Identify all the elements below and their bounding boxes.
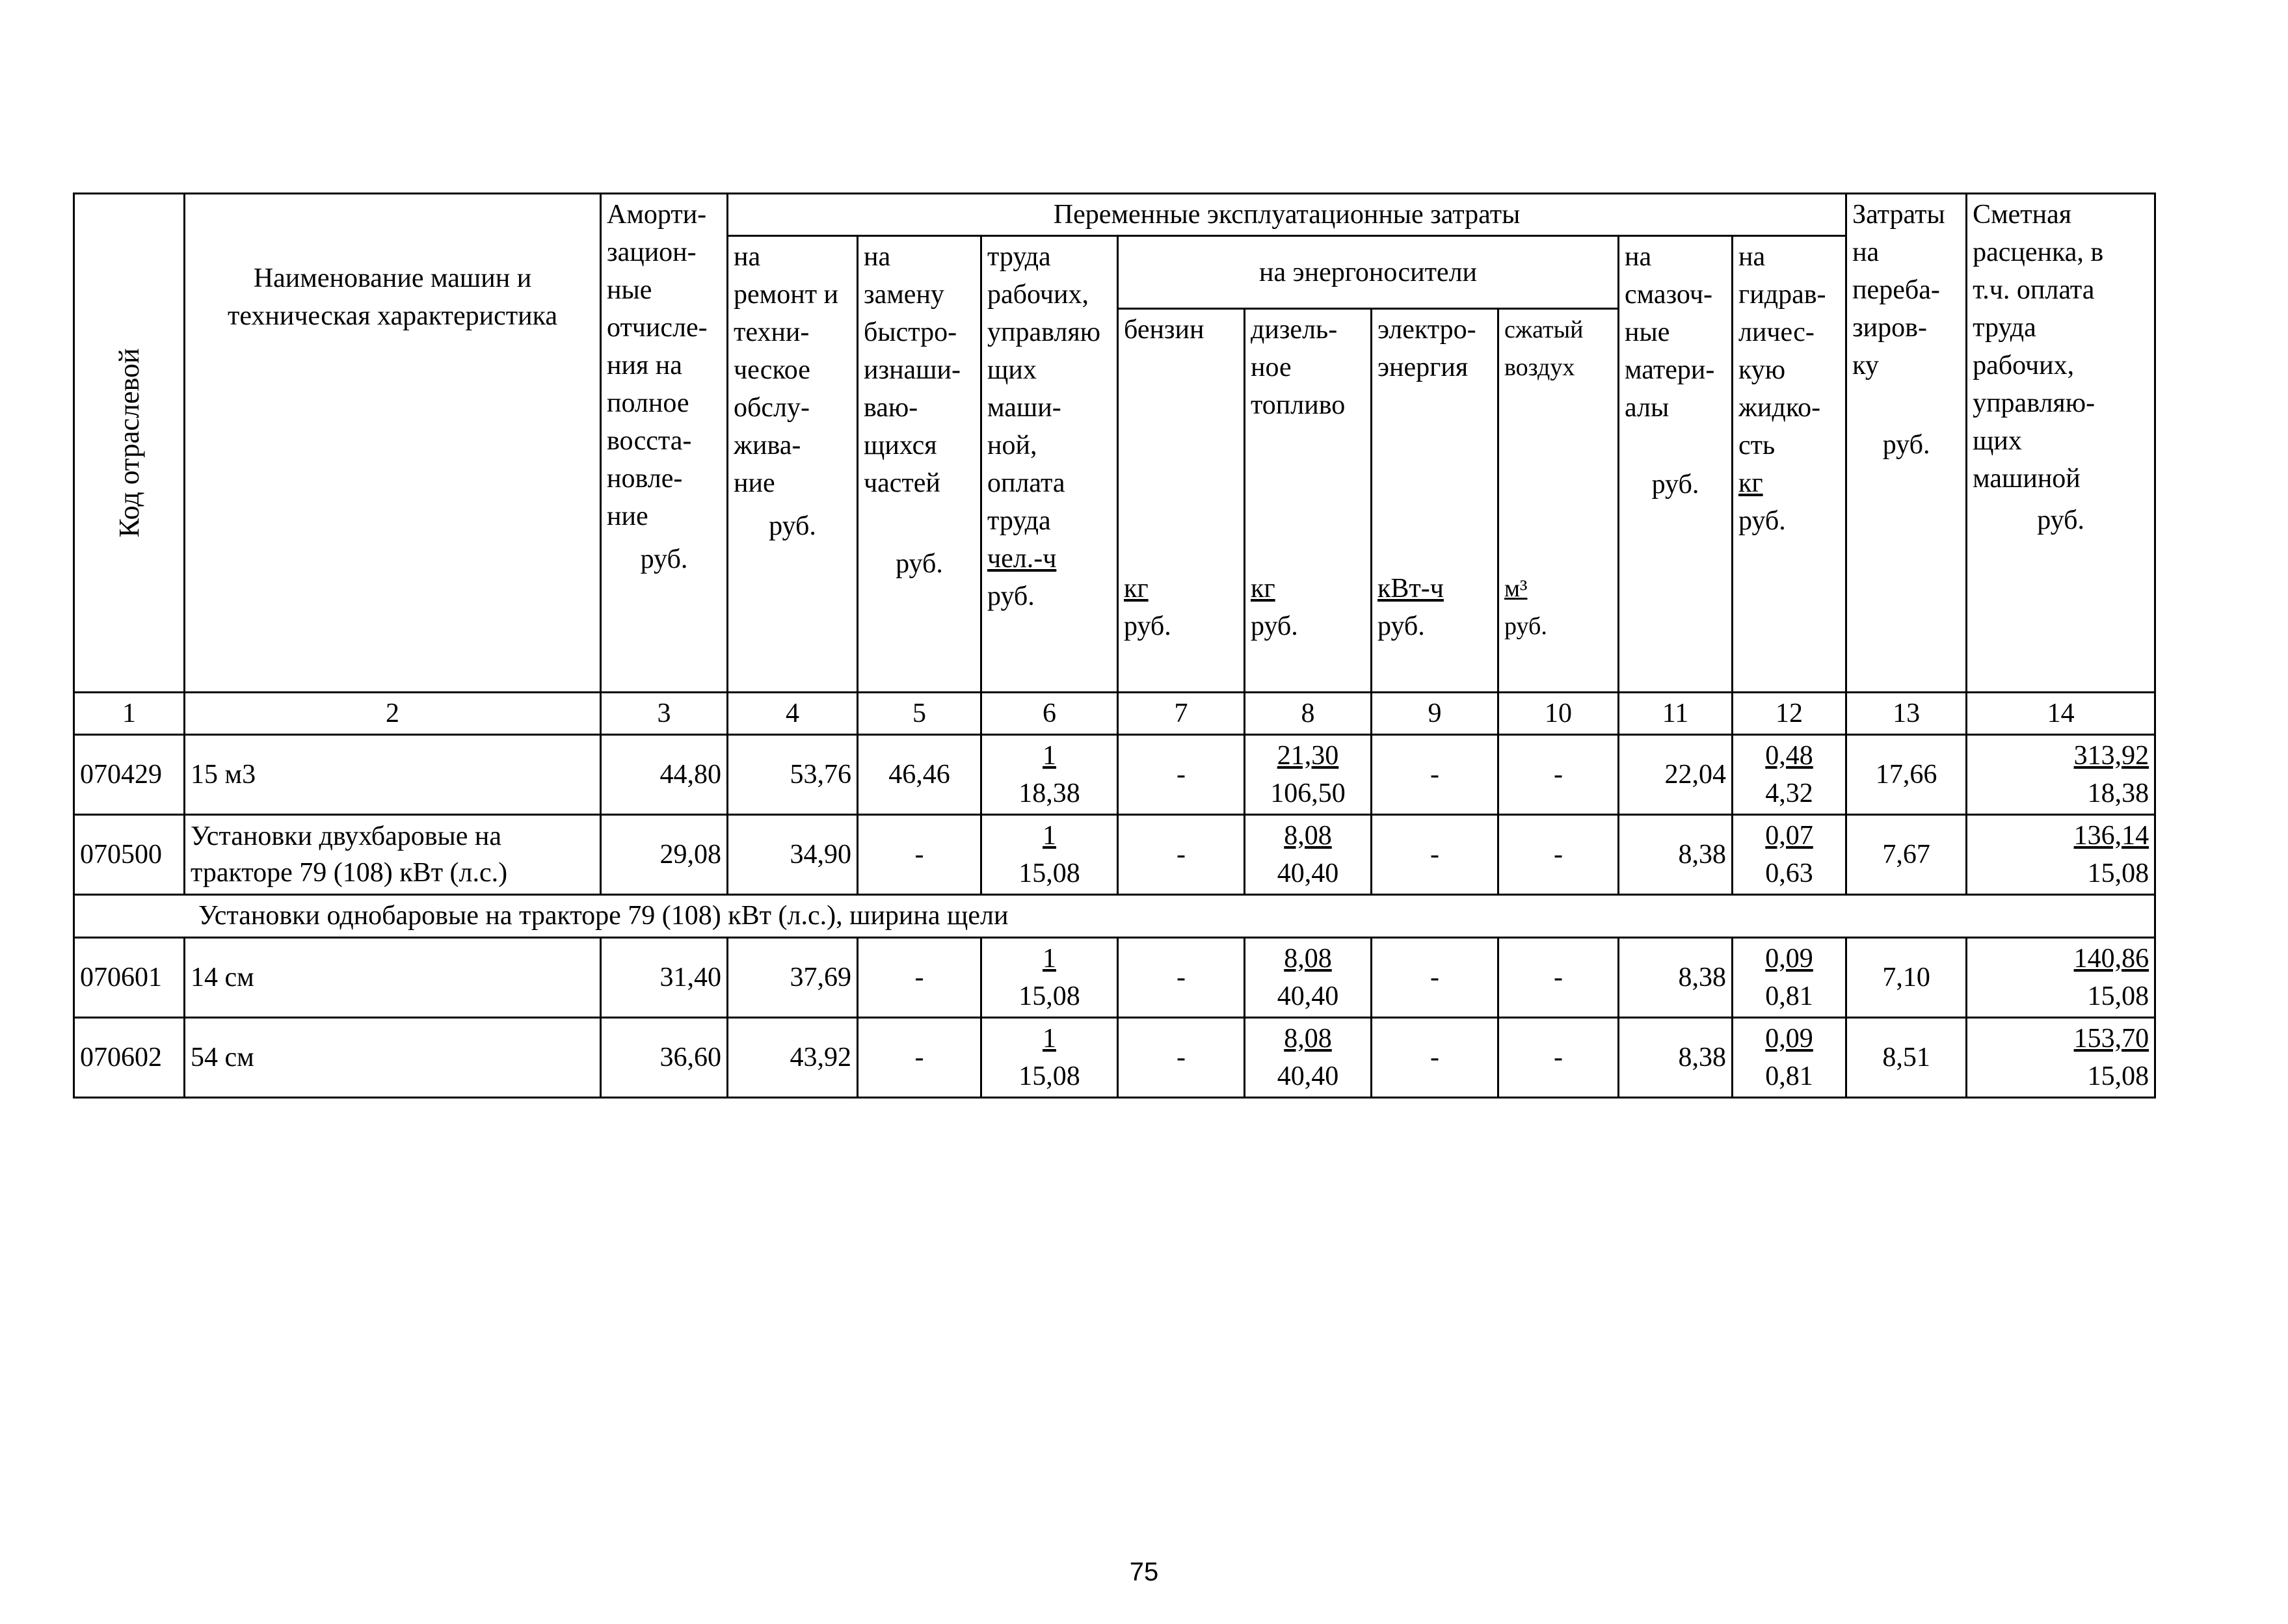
cell-replace: - [858, 1018, 981, 1098]
cell-labor-top: 1 [1043, 741, 1056, 771]
hydro-unit-top: кг [1738, 468, 1763, 498]
labor-unit-bottom: руб. [987, 581, 1035, 611]
cell-petrol: - [1118, 938, 1245, 1018]
header-lube [1619, 236, 1733, 693]
group-title: Установки однобаровые на тракторе 79 (108) кВт (л.с.), ширина щели [74, 895, 2155, 938]
electric-line: электро- [1377, 315, 1476, 345]
header-relocation [1846, 194, 1967, 693]
air-line: сжатый [1504, 316, 1584, 343]
estimate-lines [1973, 196, 2149, 498]
estimate-line: рабочих, [1973, 351, 2075, 380]
labor-line: управляю [987, 317, 1101, 347]
cell-repair: 43,92 [728, 1018, 858, 1098]
cell-estimate-bottom: 18,38 [2087, 779, 2149, 808]
estimate-line: т.ч. оплата [1973, 275, 2095, 305]
repair-line: ремонт и [734, 280, 839, 310]
amort-line: новле- [607, 464, 683, 494]
header-hydro [1733, 236, 1846, 693]
electric-unit-top: кВт-ч [1377, 574, 1444, 604]
cell-name: 54 см [185, 1018, 601, 1098]
cell-estimate-top: 313,92 [2073, 741, 2149, 771]
cell-air: - [1498, 735, 1619, 815]
repair-line: на [734, 242, 761, 272]
cell-estimate [1967, 815, 2155, 895]
labor-lines [987, 238, 1111, 540]
cell-code: 070429 [74, 735, 185, 815]
header-name: Наименование машин и техническая характеристика [185, 194, 601, 693]
column-numbers-row [74, 693, 2155, 735]
cell-diesel-bottom: 106,50 [1270, 779, 1346, 808]
lube-line: алы [1625, 393, 1669, 423]
hydro-lines [1738, 238, 1840, 464]
replace-unit: руб. [896, 549, 943, 579]
cell-repair: 37,69 [728, 938, 858, 1018]
cell-lube: 8,38 [1619, 1018, 1733, 1098]
column-number-6: 6 [981, 693, 1118, 735]
petrol-unit-top: кг [1124, 574, 1149, 604]
cell-replace: - [858, 815, 981, 895]
cell-electric: - [1372, 815, 1498, 895]
electric-lines [1377, 311, 1492, 386]
cell-labor-top: 1 [1043, 944, 1056, 974]
cell-labor [981, 1018, 1118, 1098]
cell-estimate-top: 140,86 [2073, 944, 2149, 974]
repair-line: ние [734, 468, 775, 498]
cell-diesel [1245, 1018, 1372, 1098]
labor-line: труда [987, 506, 1051, 536]
cell-electric: - [1372, 938, 1498, 1018]
column-number-4: 4 [728, 693, 858, 735]
cell-replace: 46,46 [858, 735, 981, 815]
diesel-unit-bottom: руб. [1251, 611, 1298, 641]
cell-hydro [1733, 815, 1846, 895]
cell-amortization: 36,60 [601, 1018, 728, 1098]
replace-line: ваю- [864, 393, 918, 423]
column-number-1: 1 [74, 693, 185, 735]
cell-labor-bottom: 15,08 [1018, 1061, 1080, 1091]
repair-line: жива- [734, 431, 801, 460]
diesel-line: ное [1251, 353, 1292, 382]
labor-unit-top: чел.-ч [987, 544, 1057, 574]
lube-line: матери- [1625, 355, 1715, 385]
relocation-line: зиров- [1852, 313, 1927, 343]
table-row [74, 815, 2155, 895]
amort-line: ние [607, 501, 648, 531]
amort-line: отчисле- [607, 313, 708, 343]
table-body [74, 735, 2155, 1098]
column-number-11: 11 [1619, 693, 1733, 735]
air-unit-top: м³ [1504, 575, 1528, 602]
estimate-unit: руб. [2037, 505, 2084, 535]
amort-line: восста- [607, 426, 692, 456]
header-diesel [1245, 309, 1372, 693]
cell-petrol: - [1118, 815, 1245, 895]
cell-labor-top: 1 [1043, 1024, 1056, 1054]
header-repair [728, 236, 858, 693]
labor-line: оплата [987, 468, 1065, 498]
cell-estimate-bottom: 15,08 [2087, 981, 2149, 1011]
replace-line: частей [864, 468, 940, 498]
diesel-lines [1251, 311, 1365, 424]
amort-lines [607, 196, 721, 535]
hydro-unit-bottom: руб. [1738, 506, 1786, 536]
relocation-unit: руб. [1882, 430, 1930, 460]
cell-code: 070602 [74, 1018, 185, 1098]
table-row [74, 938, 2155, 1018]
cell-labor-top: 1 [1043, 821, 1056, 851]
amort-line: ния на [607, 351, 682, 380]
hydro-line: на [1738, 242, 1766, 272]
cell-lube: 22,04 [1619, 735, 1733, 815]
cell-petrol: - [1118, 1018, 1245, 1098]
repair-line: обслу- [734, 393, 810, 423]
relocation-lines [1852, 196, 1960, 384]
cell-labor-bottom: 15,08 [1018, 859, 1080, 888]
column-number-5: 5 [858, 693, 981, 735]
estimate-line: Сметная [1973, 200, 2072, 230]
cell-amortization: 29,08 [601, 815, 728, 895]
cell-diesel-top: 8,08 [1284, 944, 1332, 974]
labor-line: щих [987, 355, 1037, 385]
replace-line: щихся [864, 431, 937, 460]
estimate-line: управляю- [1973, 388, 2095, 418]
cell-name: Установки двухбаровые на тракторе 79 (108) кВт (л.с.) [185, 815, 601, 895]
cell-code: 070601 [74, 938, 185, 1018]
relocation-line: Затраты [1852, 200, 1945, 230]
lube-line: смазоч- [1625, 280, 1712, 310]
cell-estimate-bottom: 15,08 [2087, 859, 2149, 888]
hydro-line: личес- [1738, 317, 1815, 347]
cell-hydro-top: 0,09 [1765, 1024, 1813, 1054]
amort-line: Аморти- [607, 200, 707, 230]
cell-hydro-top: 0,09 [1765, 944, 1813, 974]
cell-name: 15 м3 [185, 735, 601, 815]
repair-unit: руб. [769, 511, 816, 541]
column-number-8: 8 [1245, 693, 1372, 735]
cell-electric: - [1372, 735, 1498, 815]
cell-hydro [1733, 1018, 1846, 1098]
column-number-13: 13 [1846, 693, 1967, 735]
amort-line: зацион- [607, 237, 697, 267]
cell-repair: 53,76 [728, 735, 858, 815]
cell-estimate [1967, 938, 2155, 1018]
column-number-7: 7 [1118, 693, 1245, 735]
cell-estimate [1967, 735, 2155, 815]
cell-diesel-top: 8,08 [1284, 821, 1332, 851]
electric-line: энергия [1377, 353, 1469, 382]
amort-unit: руб. [640, 544, 688, 574]
cell-air: - [1498, 938, 1619, 1018]
electric-unit-bottom: руб. [1377, 611, 1425, 641]
relocation-line: переба- [1852, 275, 1940, 305]
cell-lube: 8,38 [1619, 938, 1733, 1018]
replace-lines [864, 238, 975, 502]
cell-name: 14 см [185, 938, 601, 1018]
cell-diesel [1245, 815, 1372, 895]
page-number: 75 [1129, 1558, 1159, 1586]
column-number-10: 10 [1498, 693, 1619, 735]
column-number-9: 9 [1372, 693, 1498, 735]
cell-hydro-top: 0,48 [1765, 741, 1813, 771]
lube-line: на [1625, 242, 1652, 272]
cell-amortization: 31,40 [601, 938, 728, 1018]
estimate-line: щих [1973, 426, 2022, 456]
header-petrol [1118, 309, 1245, 693]
header-estimate [1967, 194, 2155, 693]
diesel-unit-top: кг [1251, 574, 1275, 604]
amort-line: полное [607, 388, 689, 418]
repair-line: техни- [734, 317, 810, 347]
estimate-line: труда [1973, 313, 2036, 343]
air-unit-bottom: руб. [1504, 613, 1547, 640]
replace-line: быстро- [864, 317, 957, 347]
cell-estimate-top: 136,14 [2073, 821, 2149, 851]
replace-line: на [864, 242, 891, 272]
lube-unit: руб. [1651, 470, 1699, 499]
cell-electric: - [1372, 1018, 1498, 1098]
header-variable-costs: Переменные эксплуатационные затраты [728, 194, 1846, 236]
lube-lines [1625, 238, 1726, 427]
hydro-line: гидрав- [1738, 280, 1826, 310]
header-amortization [601, 194, 728, 693]
cell-code: 070500 [74, 815, 185, 895]
cell-hydro-bottom: 0,81 [1765, 1061, 1813, 1091]
column-number-2: 2 [185, 693, 601, 735]
cell-petrol: - [1118, 735, 1245, 815]
cell-diesel [1245, 938, 1372, 1018]
hydro-line: жидко- [1738, 393, 1821, 423]
column-number-14: 14 [1967, 693, 2155, 735]
cell-hydro-bottom: 4,32 [1765, 779, 1813, 808]
cell-diesel-bottom: 40,40 [1277, 1061, 1339, 1091]
cell-lube: 8,38 [1619, 815, 1733, 895]
header-electric [1372, 309, 1498, 693]
labor-line: труда [987, 242, 1051, 272]
diesel-line: топливо [1251, 390, 1346, 420]
cell-air: - [1498, 815, 1619, 895]
hydro-line: сть [1738, 431, 1776, 460]
labor-line: маши- [987, 393, 1061, 423]
diesel-line: дизель- [1251, 315, 1338, 345]
cell-hydro-top: 0,07 [1765, 821, 1813, 851]
relocation-line: ку [1852, 351, 1879, 380]
petrol-label: бензин [1124, 315, 1204, 345]
cell-hydro [1733, 735, 1846, 815]
repair-line: ческое [734, 355, 810, 385]
machine-cost-table [73, 193, 2156, 1098]
cell-amortization: 44,80 [601, 735, 728, 815]
petrol-unit-bottom: руб. [1124, 611, 1171, 641]
column-number-3: 3 [601, 693, 728, 735]
air-lines [1504, 311, 1612, 386]
cell-relocation: 17,66 [1846, 735, 1967, 815]
lube-line: ные [1625, 317, 1670, 347]
cell-air: - [1498, 1018, 1619, 1098]
labor-line: рабочих, [987, 280, 1089, 310]
cell-diesel-top: 8,08 [1284, 1024, 1332, 1054]
relocation-line: на [1852, 237, 1880, 267]
cell-estimate-top: 153,70 [2073, 1024, 2149, 1054]
cell-relocation: 8,51 [1846, 1018, 1967, 1098]
cell-hydro [1733, 938, 1846, 1018]
estimate-line: расценка, в [1973, 237, 2104, 267]
header-energy: на энергоносители [1118, 236, 1619, 309]
cell-labor [981, 815, 1118, 895]
table-row [74, 1018, 2155, 1098]
labor-line: ной, [987, 431, 1037, 460]
cell-replace: - [858, 938, 981, 1018]
column-number-12: 12 [1733, 693, 1846, 735]
group-title-row [74, 895, 2155, 938]
table-row [74, 735, 2155, 815]
cell-labor [981, 938, 1118, 1018]
cell-labor-bottom: 15,08 [1018, 981, 1080, 1011]
cell-relocation: 7,10 [1846, 938, 1967, 1018]
hydro-line: кую [1738, 355, 1786, 385]
cell-labor-bottom: 18,38 [1018, 779, 1080, 808]
cell-diesel-bottom: 40,40 [1277, 981, 1339, 1011]
header-code: Код отраслевой [74, 194, 185, 693]
header-labor [981, 236, 1118, 693]
cell-hydro-bottom: 0,63 [1765, 859, 1813, 888]
cell-labor [981, 735, 1118, 815]
replace-line: изнаши- [864, 355, 961, 385]
cell-estimate [1967, 1018, 2155, 1098]
header-replace [858, 236, 981, 693]
amort-line: ные [607, 275, 652, 305]
header-air [1498, 309, 1619, 693]
air-line: воздух [1504, 354, 1575, 381]
cell-diesel-top: 21,30 [1277, 741, 1339, 771]
cell-estimate-bottom: 15,08 [2087, 1061, 2149, 1091]
cell-repair: 34,90 [728, 815, 858, 895]
cell-diesel-bottom: 40,40 [1277, 859, 1339, 888]
replace-line: замену [864, 280, 944, 310]
repair-lines [734, 238, 851, 502]
cell-diesel [1245, 735, 1372, 815]
estimate-line: машиной [1973, 464, 2081, 494]
cell-relocation: 7,67 [1846, 815, 1967, 895]
cell-hydro-bottom: 0,81 [1765, 981, 1813, 1011]
